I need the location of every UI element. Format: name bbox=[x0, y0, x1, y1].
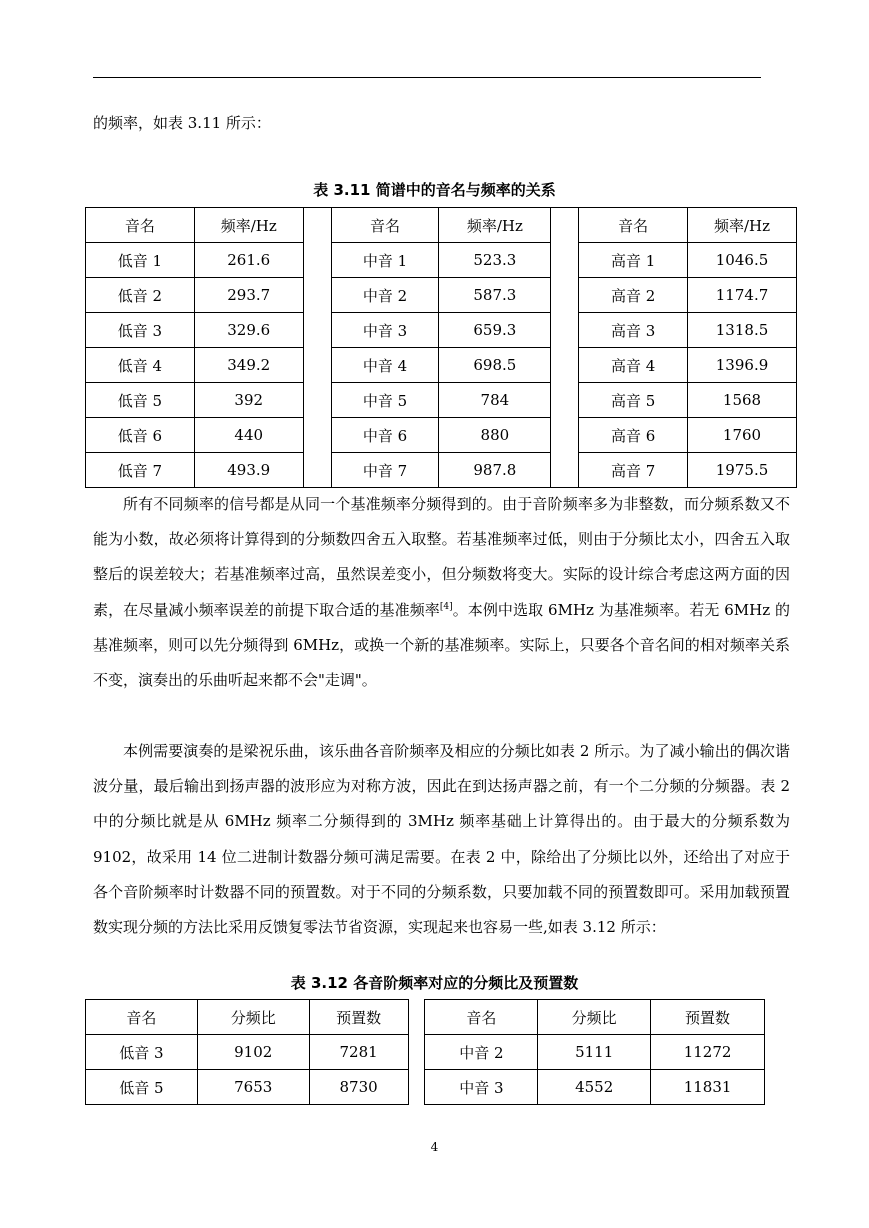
table1-cell: 中音 7 bbox=[331, 453, 439, 488]
table1-cell: 440 bbox=[194, 418, 303, 453]
table1-cell: 349.2 bbox=[194, 348, 303, 383]
table2-cell: 7281 bbox=[309, 1035, 408, 1070]
table1-cell: 493.9 bbox=[194, 453, 303, 488]
table2-row bbox=[86, 1035, 765, 1070]
table1-cell: 329.6 bbox=[194, 313, 303, 348]
paragraph-1-text-cont: 。本例中选取 6MHz 为基准频率。若无 6MHz 的基准频率，则可以先分频得到 6MHz，或换一个新的基准频率。实际上，只要各个音名间的相对频率关系不变，演奏出的乐曲听起来都不会"走调"。 bbox=[93, 600, 790, 690]
table1-cell: 587.3 bbox=[439, 278, 551, 313]
table1-cell: 698.5 bbox=[439, 348, 551, 383]
table1-header-cell: 频率/Hz bbox=[194, 208, 303, 243]
table1-cell: 880 bbox=[439, 418, 551, 453]
table2-spacer bbox=[408, 1070, 425, 1105]
paragraph-1-text: 所有不同频率的信号都是从同一个基准频率分频得到的。由于音阶频率多为非整数，而分频系数又不能为小数，故必须将计算得到的分频数四舍五入取整。若基准频率过低，则由于分频比太小，四舍五入取整后的误差较大；若基准频率过高，虽然误差变小，但分频数将变大。实际的设计综合考虑这两方面的因素，在尽量减小频率误差的前提下取合适的基准频率 bbox=[93, 495, 790, 619]
table1-cell: 1046.5 bbox=[688, 243, 797, 278]
table1-row bbox=[86, 383, 797, 418]
table1-spacer bbox=[551, 243, 579, 278]
table2-header-row bbox=[86, 1000, 765, 1035]
table1-spacer bbox=[303, 383, 331, 418]
table1-row bbox=[86, 418, 797, 453]
table1-spacer bbox=[551, 348, 579, 383]
table1-spacer bbox=[551, 383, 579, 418]
table1-spacer bbox=[551, 208, 579, 243]
table1-spacer bbox=[303, 453, 331, 488]
table1-cell: 中音 1 bbox=[331, 243, 439, 278]
table1-cell: 987.8 bbox=[439, 453, 551, 488]
table2-cell: 低音 5 bbox=[86, 1070, 198, 1105]
table2-spacer bbox=[408, 1000, 425, 1035]
table1-spacer bbox=[303, 313, 331, 348]
table1-cell: 293.7 bbox=[194, 278, 303, 313]
table1-cell: 中音 5 bbox=[331, 383, 439, 418]
intro-line: 的频率，如表 3.11 所示： bbox=[93, 114, 271, 132]
table1-cell: 1396.9 bbox=[688, 348, 797, 383]
table1-spacer bbox=[551, 418, 579, 453]
table1-row bbox=[86, 453, 797, 488]
table2-cell: 中音 2 bbox=[425, 1035, 538, 1070]
table1-spacer bbox=[303, 208, 331, 243]
table1-cell: 1174.7 bbox=[688, 278, 797, 313]
table1 bbox=[85, 207, 797, 488]
table1-header-cell: 频率/Hz bbox=[439, 208, 551, 243]
table2-spacer bbox=[408, 1035, 425, 1070]
table1-row bbox=[86, 278, 797, 313]
table1-cell: 低音 6 bbox=[86, 418, 195, 453]
table1-cell: 低音 5 bbox=[86, 383, 195, 418]
table1-cell: 高音 5 bbox=[579, 383, 688, 418]
table1-cell: 中音 6 bbox=[331, 418, 439, 453]
paragraph-2: 本例需要演奏的是梁祝乐曲，该乐曲各音阶频率及相应的分频比如表 2 所示。为了减小输出的偶次谐波分量，最后输出到扬声器的波形应为对称方波，因此在到达扬声器之前，有一个二分频的分频器。表 2 中的分频比就是从 6MHz 频率二分频得到的 3MHz 频率基础上计算得出的。由于最大的分频系数为 9102，故采用 14 位二进制计数器分频可满足需要。在表 2 中，除给出了分频比以外，还给出了对应于各个音阶频率时计数器不同的预置数。对于不同的分频系数，只要加载不同的预置数即可。采用加载预置数实现分频的方法比采用反馈复零法节省资源，实现起来也容易一些,如表 3.12 所示： bbox=[93, 742, 790, 937]
table1-cell: 低音 3 bbox=[86, 313, 195, 348]
table1-cell: 高音 3 bbox=[579, 313, 688, 348]
table1-cell: 高音 7 bbox=[579, 453, 688, 488]
table2-header-cell: 预置数 bbox=[651, 1000, 765, 1035]
table1-spacer bbox=[551, 453, 579, 488]
table2-header-cell: 音名 bbox=[425, 1000, 538, 1035]
table1-cell: 261.6 bbox=[194, 243, 303, 278]
table2-cell: 8730 bbox=[309, 1070, 408, 1105]
table1-row bbox=[86, 243, 797, 278]
table1-spacer bbox=[551, 313, 579, 348]
table1-spacer bbox=[303, 243, 331, 278]
table1-cell: 高音 1 bbox=[579, 243, 688, 278]
table2 bbox=[85, 999, 765, 1105]
table1-row bbox=[86, 348, 797, 383]
table1-cell: 高音 6 bbox=[579, 418, 688, 453]
table2-cell: 中音 3 bbox=[425, 1070, 538, 1105]
table2-cell: 4552 bbox=[538, 1070, 651, 1105]
paragraph-1 bbox=[93, 487, 790, 698]
table1-cell: 低音 7 bbox=[86, 453, 195, 488]
table2-header-cell: 音名 bbox=[86, 1000, 198, 1035]
table2-header-cell: 预置数 bbox=[309, 1000, 408, 1035]
table1-cell: 1975.5 bbox=[688, 453, 797, 488]
table1-caption: 表 3.11 简谱中的音名与频率的关系 bbox=[313, 181, 556, 199]
table1-cell: 低音 4 bbox=[86, 348, 195, 383]
table2-cell: 5111 bbox=[538, 1035, 651, 1070]
table2-cell: 9102 bbox=[197, 1035, 309, 1070]
table1-cell: 1760 bbox=[688, 418, 797, 453]
table1-cell: 784 bbox=[439, 383, 551, 418]
table1-spacer bbox=[303, 278, 331, 313]
table1-header-cell: 频率/Hz bbox=[688, 208, 797, 243]
table1-header-row bbox=[86, 208, 797, 243]
table1-spacer bbox=[551, 278, 579, 313]
table2-cell: 11272 bbox=[651, 1035, 765, 1070]
header-rule bbox=[93, 77, 761, 78]
table1-cell: 中音 4 bbox=[331, 348, 439, 383]
table1-header-cell: 音名 bbox=[86, 208, 195, 243]
table2-header-cell: 分频比 bbox=[538, 1000, 651, 1035]
table2-header-cell: 分频比 bbox=[197, 1000, 309, 1035]
table1-cell: 中音 3 bbox=[331, 313, 439, 348]
table1-cell: 高音 4 bbox=[579, 348, 688, 383]
table1-cell: 1318.5 bbox=[688, 313, 797, 348]
table2-caption: 表 3.12 各音阶频率对应的分频比及预置数 bbox=[290, 974, 579, 992]
table1-cell: 高音 2 bbox=[579, 278, 688, 313]
table1-cell: 中音 2 bbox=[331, 278, 439, 313]
table1-cell: 392 bbox=[194, 383, 303, 418]
table1-spacer bbox=[303, 418, 331, 453]
table2-row bbox=[86, 1070, 765, 1105]
table1-cell: 低音 2 bbox=[86, 278, 195, 313]
citation-ref[interactable]: [4] bbox=[439, 601, 453, 612]
table1-cell: 523.3 bbox=[439, 243, 551, 278]
table1-cell: 1568 bbox=[688, 383, 797, 418]
table1-row bbox=[86, 313, 797, 348]
table1-cell: 659.3 bbox=[439, 313, 551, 348]
table2-cell: 低音 3 bbox=[86, 1035, 198, 1070]
table1-cell: 低音 1 bbox=[86, 243, 195, 278]
table2-cell: 7653 bbox=[197, 1070, 309, 1105]
page-number: 4 bbox=[430, 1140, 439, 1154]
table2-cell: 11831 bbox=[651, 1070, 765, 1105]
table1-header-cell: 音名 bbox=[331, 208, 439, 243]
table1-spacer bbox=[303, 348, 331, 383]
table1-header-cell: 音名 bbox=[579, 208, 688, 243]
